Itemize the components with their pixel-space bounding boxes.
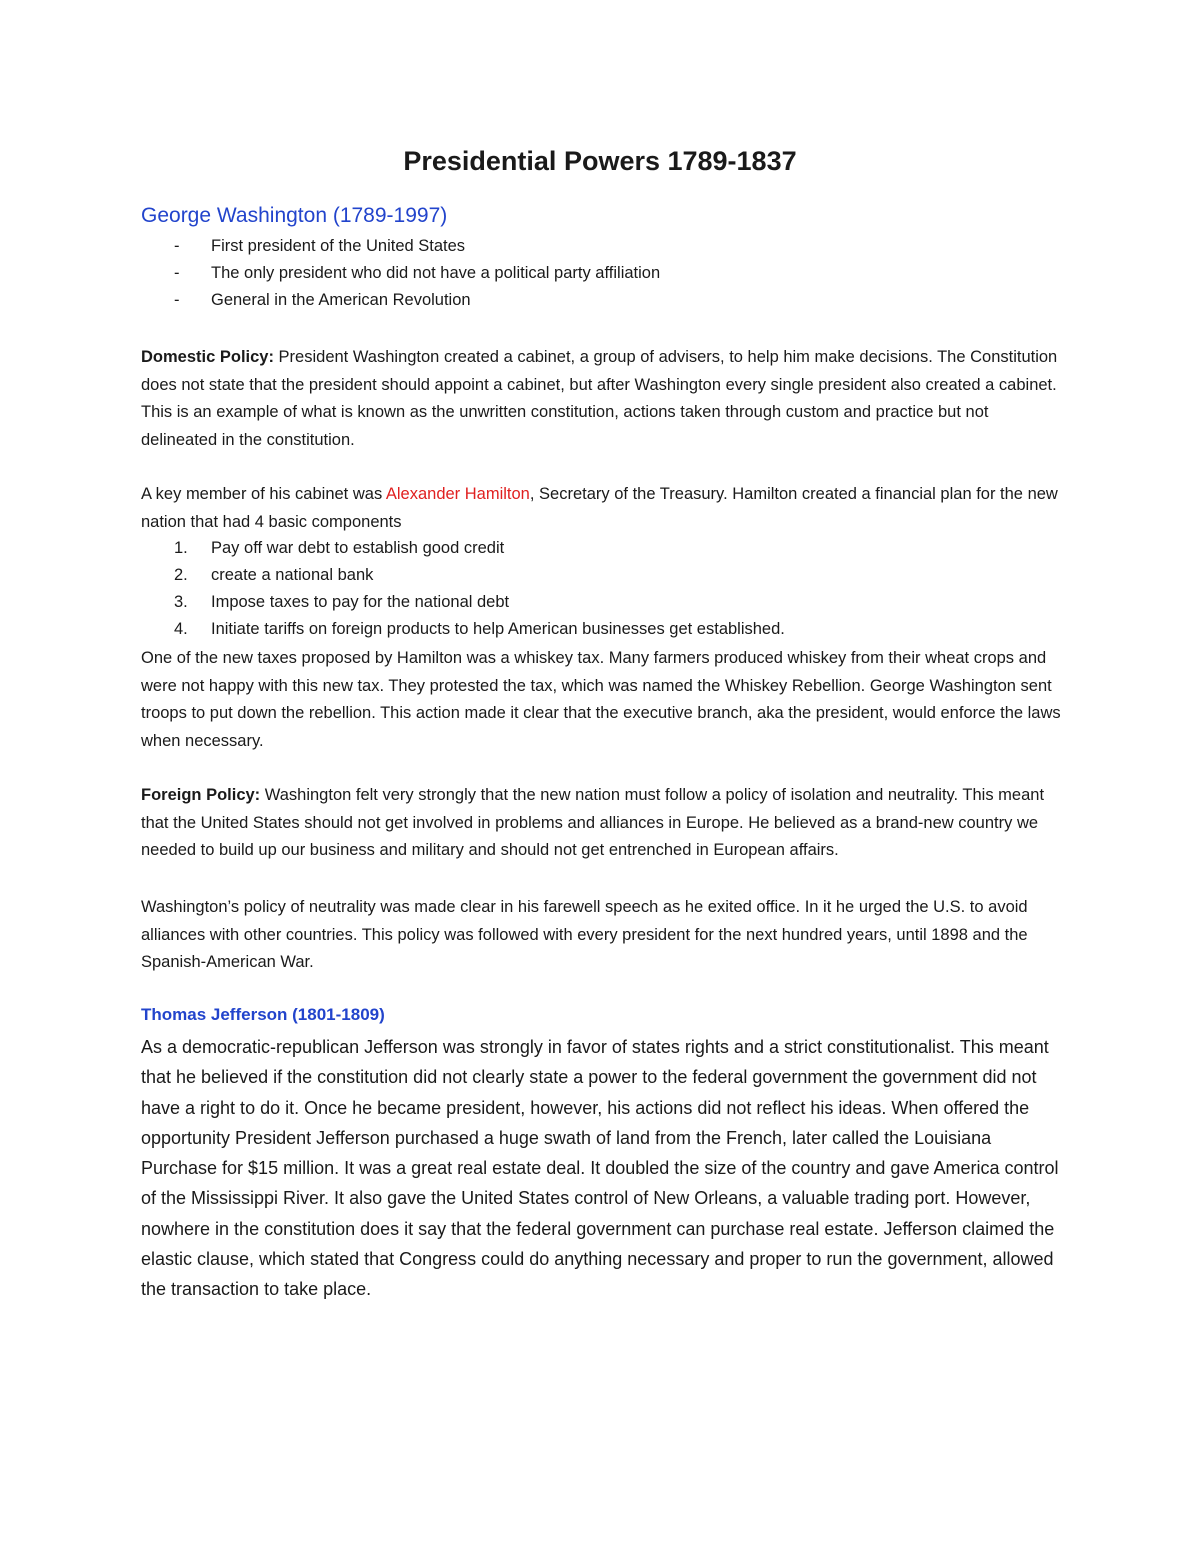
list-number: 2. — [174, 566, 188, 584]
list-item — [141, 589, 785, 616]
bullet-dash: - — [174, 264, 180, 282]
financial-plan-list — [141, 535, 785, 643]
list-item — [141, 233, 660, 260]
list-item — [141, 260, 660, 287]
document-title: Presidential Powers 1789-1837 — [403, 146, 797, 176]
foreign-policy-paragraph — [141, 782, 1061, 865]
list-item — [141, 287, 660, 314]
hamilton-name: Alexander Hamilton — [385, 485, 530, 503]
foreign-policy-label: Foreign Policy: — [141, 786, 261, 804]
list-item-text: Impose taxes to pay for the national debt — [211, 593, 510, 611]
washington-heading: George Washington (1789-1997) — [141, 204, 448, 227]
domestic-policy-label: Domestic Policy: — [141, 348, 274, 366]
whiskey-rebellion-paragraph: One of the new taxes proposed by Hamilton was a whiskey tax. Many farmers produced whiskey from their wheat crops and were not happy with this new tax. They protested the tax, which was named the Whiskey Rebellion. George Washington sent troops to put down the rebellion. This action made it clear that the executive branch, aka the president, would enforce the laws when necessary. — [141, 649, 1061, 750]
list-number: 3. — [174, 593, 188, 611]
list-item — [141, 535, 785, 562]
list-item — [141, 562, 785, 589]
list-item-text: Initiate tariffs on foreign products to help American businesses get established. — [211, 620, 785, 638]
list-item-text: First president of the United States — [211, 237, 466, 255]
jefferson-paragraph: As a democratic-republican Jefferson was strongly in favor of states rights and a strict constitutionalist. This meant that he believed if the constitution did not clearly state a power to the federal government the government did not have a right to do it. Once he became president, however, his actions did not reflect his ideas. When offered the opportunity President Jefferson purchased a huge swath of land from the French, later called the Louisiana Purchase for $15 million. It was a great real estate deal. It doubled the size of the country and gave America control of the Mississippi River. It also gave the United States control of New Orleans, a valuable trading port. However, nowhere in the constitution does it say that the federal government can purchase real estate. Jefferson claimed the elastic clause, which stated that Congress could do anything necessary and proper to run the government, allowed the transaction to take place. — [141, 1037, 1059, 1300]
farewell-paragraph: Washington’s policy of neutrality was made clear in his farewell speech as he exited office. In it he urged the U.S. to avoid alliances with other countries. This policy was followed with every president for the next hundred years, until 1898 and the Spanish-American War. — [141, 898, 1028, 972]
list-item-text: Pay off war debt to establish good credit — [211, 539, 505, 557]
cabinet-text-end: , Secretary of the Treasury. Hamilton created a financial plan for the new nation that had 4 basic components — [141, 485, 1058, 531]
cabinet-text-start: A key member of his cabinet was — [141, 485, 386, 503]
list-number: 4. — [174, 620, 188, 638]
list-number: 1. — [174, 539, 188, 557]
domestic-policy-text: President Washington created a cabinet, a group of advisers, to help him make decisions. The Constitution does not state that the president should appoint a cabinet, but after Washington every single president also created a cabinet. This is an example of what is known as the unwritten constitution, actions taken through custom and practice but not delineated in the constitution. — [141, 348, 1058, 449]
list-item — [141, 616, 785, 643]
list-item-text: The only president who did not have a political party affiliation — [211, 264, 661, 282]
foreign-policy-text: Washington felt very strongly that the new nation must follow a policy of isolation and neutrality. This meant that the United States should not get involved in problems and alliances in Europe. He believed as a brand-new country we needed to build up our business and military and should not get entrenched in European affairs. — [141, 786, 1045, 860]
cabinet-paragraph — [141, 481, 1061, 536]
bullet-dash: - — [174, 237, 180, 255]
list-item-text: create a national bank — [211, 566, 374, 584]
bullet-dash: - — [174, 291, 180, 309]
washington-facts-list — [141, 233, 660, 314]
list-item-text: General in the American Revolution — [211, 291, 471, 309]
domestic-policy-paragraph — [141, 344, 1061, 454]
jefferson-heading: Thomas Jefferson (1801-1809) — [141, 1005, 385, 1024]
